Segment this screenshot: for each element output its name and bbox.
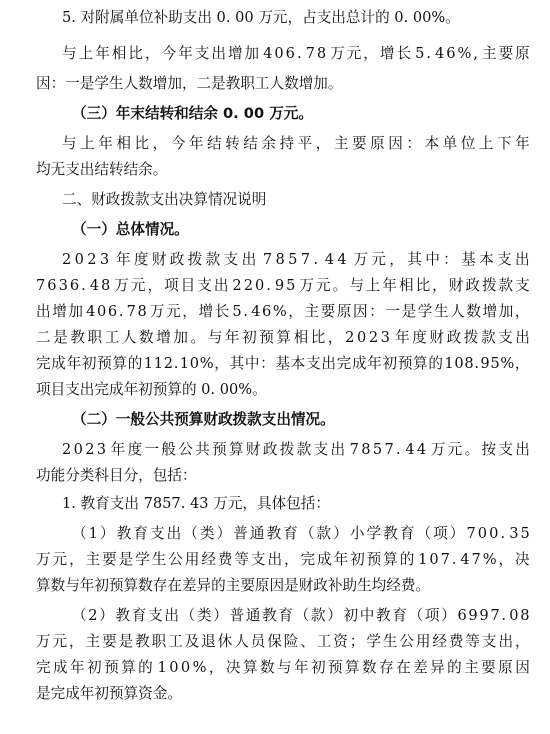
paragraph-line: 是完成年初预算资金。 [36, 685, 182, 702]
paragraph-line: 万 元 ， 主 要 是 教 职 工 及 退 休 人 员 保 险 、 工 资 ； 学 生 公 用 经 费 等 支 出 ， [36, 633, 530, 650]
paragraph-line: 万 元 ， 主 要 是 学 生 公 用 经 费 等 支 出 ， 完 成 年 初 预 算 的 1 0 7 . 4 7 % ， 决 [36, 551, 530, 568]
section-heading: 二、财政拨款支出决算情况说明 [62, 191, 267, 208]
list-item-heading: 1. 教育支出 7857. 43 万元，具体包括： [62, 495, 330, 512]
section-heading: （一）总体情况。 [72, 221, 189, 238]
paragraph-line: 算数与年初预算数存在差异的主要原因是财政补助生均经费。 [36, 577, 431, 594]
paragraph-line: 完 成 年 初 预 算 的 1 0 0 % ， 决 算 数 与 年 初 预 算 数 存 在 差 异 的 主 要 原 因 [36, 659, 530, 676]
paragraph-line: 2 0 2 3 年 度 一 般 公 共 预 算 财 政 拨 款 支 出 7 8 5 7 . 4 4 万 元 。 按 支 出 [62, 441, 530, 458]
section-heading: （三）年末结转和结余 0. 00 万元。 [72, 105, 313, 122]
paragraph-line: 因：一是学生人数增加，二是教职工人数增加。 [36, 75, 343, 92]
paragraph-line: 2 0 2 3 年 度 财 政 拨 款 支 出 7 8 5 7 . 4 4 万 元 ， 其 中 ： 基 本 支 出 [62, 251, 530, 268]
paragraph-line: 均无支出结转结余。 [36, 161, 168, 178]
paragraph-line: （ 1 ） 教 育 支 出 （ 类 ） 普 通 教 育 （ 款 ） 小 学 教 育 （ 项 ） 7 0 0 . 3 5 [72, 525, 530, 542]
paragraph-line: 与 上 年 相 比 ， 今 年 结 转 结 余 持 平 ， 主 要 原 因 ： 本 单 位 上 下 年 [62, 135, 530, 152]
paragraph-line: 功能分类科目分，包括： [36, 467, 197, 484]
section-heading: （二）一般公共预算财政拨款支出情况。 [72, 411, 335, 428]
paragraph-line: 项目支出完成年初预算的 0. 00%。 [36, 381, 267, 398]
paragraph-line: 完 成 年 初 预 算 的 1 1 2 . 1 0 % ， 其 中 ： 基 本 支 出 完 成 年 初 预 算 的 1 0 8 . 9 5 % ， [36, 355, 530, 372]
paragraph-line: 7 6 3 6 . 4 8 万 元 ， 项 目 支 出 2 2 0 . 9 5 万 元 。 与 上 年 相 比 ， 财 政 拨 款 支 [36, 277, 530, 294]
paragraph-line: 二 是 教 职 工 人 数 增 加 。 与 年 初 预 算 相 比 ， 2 0 2 3 年 度 财 政 拨 款 支 出 [36, 329, 530, 346]
paragraph-line: 出 增 加 4 0 6 . 7 8 万 元 ， 增 长 5 . 4 6 % ， 主 要 原 因 ： 一 是 学 生 人 数 增 加 ， [36, 303, 530, 320]
paragraph-line: 与 上 年 相 比 ， 今 年 支 出 增 加 4 0 6 . 7 8 万 元 ， 增 长 5 . 4 6 % , 主 要 原 [62, 45, 530, 62]
paragraph-line: （ 2 ） 教 育 支 出 （ 类 ） 普 通 教 育 （ 款 ） 初 中 教 育 （ 项 ） 6 9 9 7 . 0 8 [72, 607, 530, 624]
paragraph-line: 5. 对附属单位补助支出 0. 00 万元，占支出总计的 0. 00%。 [62, 9, 460, 26]
